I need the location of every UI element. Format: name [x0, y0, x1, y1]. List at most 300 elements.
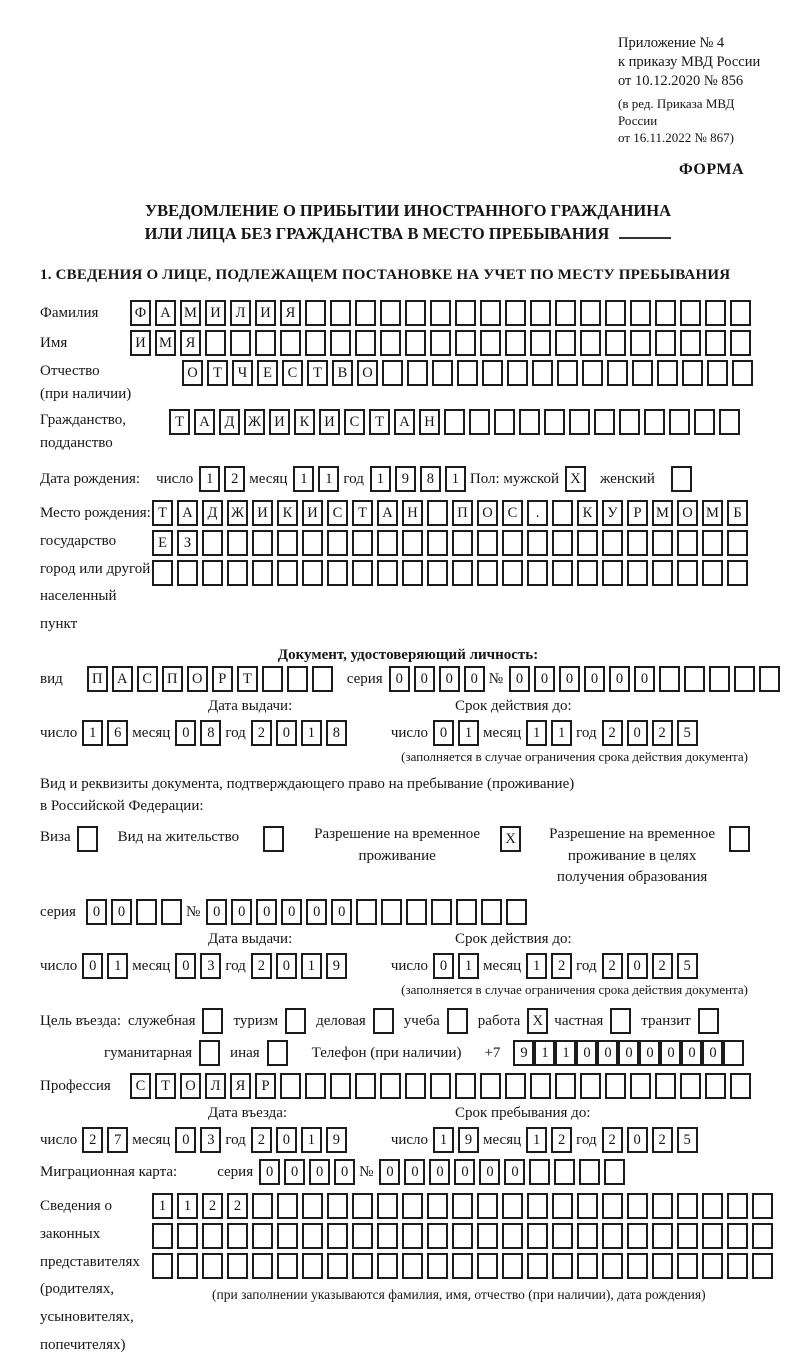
- char-cell[interactable]: 9: [513, 1040, 534, 1066]
- char-cell[interactable]: [377, 1253, 398, 1279]
- char-cell[interactable]: X: [500, 826, 521, 852]
- char-cell[interactable]: П: [162, 666, 183, 692]
- char-cell[interactable]: 2: [251, 1127, 272, 1153]
- char-cell[interactable]: [655, 330, 676, 356]
- char-cell[interactable]: [680, 300, 701, 326]
- char-cell[interactable]: [177, 560, 198, 586]
- char-cell[interactable]: 8: [200, 720, 221, 746]
- char-cell[interactable]: 0: [429, 1159, 450, 1185]
- char-cell[interactable]: [610, 1008, 631, 1034]
- char-cell[interactable]: [477, 530, 498, 556]
- char-cell[interactable]: [202, 1223, 223, 1249]
- char-cell[interactable]: [456, 899, 477, 925]
- char-cell[interactable]: [734, 666, 755, 692]
- char-cell[interactable]: [502, 1253, 523, 1279]
- char-cell[interactable]: [355, 1073, 376, 1099]
- char-cell[interactable]: С: [344, 409, 365, 435]
- char-cell[interactable]: 0: [509, 666, 530, 692]
- char-cell[interactable]: [255, 330, 276, 356]
- char-cell[interactable]: [719, 409, 740, 435]
- char-cell[interactable]: [177, 1223, 198, 1249]
- char-cell[interactable]: [632, 360, 653, 386]
- char-cell[interactable]: [652, 560, 673, 586]
- char-cell[interactable]: [671, 466, 692, 492]
- char-cell[interactable]: П: [87, 666, 108, 692]
- char-cell[interactable]: [352, 1193, 373, 1219]
- char-cell[interactable]: [277, 1253, 298, 1279]
- char-cell[interactable]: [705, 1073, 726, 1099]
- char-cell[interactable]: [630, 330, 651, 356]
- char-cell[interactable]: Ж: [244, 409, 265, 435]
- char-cell[interactable]: Ч: [232, 360, 253, 386]
- char-cell[interactable]: [657, 360, 678, 386]
- char-cell[interactable]: З: [177, 530, 198, 556]
- char-cell[interactable]: [152, 560, 173, 586]
- char-cell[interactable]: [505, 330, 526, 356]
- char-cell[interactable]: 0: [464, 666, 485, 692]
- char-cell[interactable]: [702, 530, 723, 556]
- char-cell[interactable]: [280, 330, 301, 356]
- char-cell[interactable]: 1: [534, 1040, 555, 1066]
- char-cell[interactable]: 9: [395, 466, 416, 492]
- char-cell[interactable]: [594, 409, 615, 435]
- char-cell[interactable]: 0: [331, 899, 352, 925]
- char-cell[interactable]: [627, 1193, 648, 1219]
- char-cell[interactable]: [262, 666, 283, 692]
- char-cell[interactable]: [677, 1253, 698, 1279]
- char-cell[interactable]: [327, 1193, 348, 1219]
- char-cell[interactable]: Н: [402, 500, 423, 526]
- char-cell[interactable]: [252, 1223, 273, 1249]
- char-cell[interactable]: [627, 1253, 648, 1279]
- char-cell[interactable]: К: [294, 409, 315, 435]
- char-cell[interactable]: [505, 300, 526, 326]
- char-cell[interactable]: [430, 300, 451, 326]
- char-cell[interactable]: 1: [445, 466, 466, 492]
- char-cell[interactable]: [136, 899, 157, 925]
- char-cell[interactable]: [457, 360, 478, 386]
- char-cell[interactable]: 0: [414, 666, 435, 692]
- char-cell[interactable]: Т: [369, 409, 390, 435]
- char-cell[interactable]: [527, 1193, 548, 1219]
- char-cell[interactable]: [263, 826, 284, 852]
- char-cell[interactable]: [682, 360, 703, 386]
- char-cell[interactable]: [447, 1008, 468, 1034]
- char-cell[interactable]: [469, 409, 490, 435]
- char-cell[interactable]: [580, 330, 601, 356]
- char-cell[interactable]: [381, 899, 402, 925]
- char-cell[interactable]: 2: [652, 953, 673, 979]
- char-cell[interactable]: 0: [439, 666, 460, 692]
- char-cell[interactable]: [452, 1253, 473, 1279]
- char-cell[interactable]: [552, 1193, 573, 1219]
- char-cell[interactable]: [506, 899, 527, 925]
- char-cell[interactable]: 5: [677, 1127, 698, 1153]
- char-cell[interactable]: Р: [255, 1073, 276, 1099]
- char-cell[interactable]: [405, 330, 426, 356]
- char-cell[interactable]: [580, 1073, 601, 1099]
- char-cell[interactable]: 1: [301, 953, 322, 979]
- char-cell[interactable]: 0: [281, 899, 302, 925]
- char-cell[interactable]: [554, 1159, 575, 1185]
- char-cell[interactable]: 0: [504, 1159, 525, 1185]
- char-cell[interactable]: [205, 330, 226, 356]
- char-cell[interactable]: 3: [200, 1127, 221, 1153]
- char-cell[interactable]: [677, 560, 698, 586]
- char-cell[interactable]: [280, 1073, 301, 1099]
- char-cell[interactable]: А: [377, 500, 398, 526]
- char-cell[interactable]: .: [527, 500, 548, 526]
- char-cell[interactable]: [552, 500, 573, 526]
- char-cell[interactable]: 0: [111, 899, 132, 925]
- char-cell[interactable]: Т: [237, 666, 258, 692]
- char-cell[interactable]: П: [452, 500, 473, 526]
- char-cell[interactable]: [729, 826, 750, 852]
- char-cell[interactable]: X: [565, 466, 586, 492]
- char-cell[interactable]: 2: [251, 720, 272, 746]
- char-cell[interactable]: [452, 1223, 473, 1249]
- char-cell[interactable]: [582, 360, 603, 386]
- char-cell[interactable]: [552, 1223, 573, 1249]
- char-cell[interactable]: 0: [681, 1040, 702, 1066]
- char-cell[interactable]: [380, 1073, 401, 1099]
- char-cell[interactable]: [355, 330, 376, 356]
- char-cell[interactable]: [152, 1253, 173, 1279]
- char-cell[interactable]: [527, 1223, 548, 1249]
- char-cell[interactable]: [652, 1253, 673, 1279]
- char-cell[interactable]: [527, 560, 548, 586]
- char-cell[interactable]: [502, 1223, 523, 1249]
- char-cell[interactable]: М: [652, 500, 673, 526]
- char-cell[interactable]: [202, 530, 223, 556]
- char-cell[interactable]: [355, 300, 376, 326]
- char-cell[interactable]: О: [477, 500, 498, 526]
- char-cell[interactable]: [227, 1253, 248, 1279]
- char-cell[interactable]: [555, 1073, 576, 1099]
- char-cell[interactable]: [532, 360, 553, 386]
- char-cell[interactable]: [356, 899, 377, 925]
- char-cell[interactable]: [327, 560, 348, 586]
- char-cell[interactable]: [405, 1073, 426, 1099]
- char-cell[interactable]: [627, 560, 648, 586]
- char-cell[interactable]: 1: [555, 1040, 576, 1066]
- char-cell[interactable]: 0: [309, 1159, 330, 1185]
- char-cell[interactable]: [427, 500, 448, 526]
- char-cell[interactable]: [377, 1223, 398, 1249]
- char-cell[interactable]: [277, 1223, 298, 1249]
- char-cell[interactable]: [732, 360, 753, 386]
- char-cell[interactable]: [627, 530, 648, 556]
- char-cell[interactable]: М: [155, 330, 176, 356]
- char-cell[interactable]: [202, 1253, 223, 1279]
- char-cell[interactable]: [677, 530, 698, 556]
- char-cell[interactable]: 0: [433, 953, 454, 979]
- char-cell[interactable]: 1: [199, 466, 220, 492]
- char-cell[interactable]: [230, 330, 251, 356]
- char-cell[interactable]: [577, 1223, 598, 1249]
- char-cell[interactable]: 0: [404, 1159, 425, 1185]
- char-cell[interactable]: К: [577, 500, 598, 526]
- char-cell[interactable]: [723, 1040, 744, 1066]
- char-cell[interactable]: 0: [609, 666, 630, 692]
- char-cell[interactable]: 2: [602, 1127, 623, 1153]
- char-cell[interactable]: Л: [230, 300, 251, 326]
- char-cell[interactable]: [330, 1073, 351, 1099]
- char-cell[interactable]: [555, 300, 576, 326]
- char-cell[interactable]: 1: [526, 953, 547, 979]
- char-cell[interactable]: О: [187, 666, 208, 692]
- char-cell[interactable]: [530, 330, 551, 356]
- char-cell[interactable]: [455, 330, 476, 356]
- char-cell[interactable]: 0: [284, 1159, 305, 1185]
- char-cell[interactable]: [402, 560, 423, 586]
- char-cell[interactable]: [530, 300, 551, 326]
- char-cell[interactable]: 1: [82, 720, 103, 746]
- char-cell[interactable]: 2: [652, 720, 673, 746]
- char-cell[interactable]: 0: [433, 720, 454, 746]
- char-cell[interactable]: [677, 1223, 698, 1249]
- char-cell[interactable]: [227, 530, 248, 556]
- char-cell[interactable]: [684, 666, 705, 692]
- char-cell[interactable]: 5: [677, 953, 698, 979]
- char-cell[interactable]: [199, 1040, 220, 1066]
- char-cell[interactable]: [305, 1073, 326, 1099]
- char-cell[interactable]: [227, 560, 248, 586]
- char-cell[interactable]: 0: [306, 899, 327, 925]
- char-cell[interactable]: [552, 1253, 573, 1279]
- char-cell[interactable]: [730, 1073, 751, 1099]
- char-cell[interactable]: [312, 666, 333, 692]
- char-cell[interactable]: [702, 1223, 723, 1249]
- char-cell[interactable]: Т: [169, 409, 190, 435]
- char-cell[interactable]: 0: [276, 1127, 297, 1153]
- char-cell[interactable]: [702, 560, 723, 586]
- char-cell[interactable]: [377, 1193, 398, 1219]
- char-cell[interactable]: 1: [551, 720, 572, 746]
- char-cell[interactable]: 1: [458, 720, 479, 746]
- char-cell[interactable]: [302, 1193, 323, 1219]
- char-cell[interactable]: 0: [334, 1159, 355, 1185]
- char-cell[interactable]: [377, 560, 398, 586]
- char-cell[interactable]: [529, 1159, 550, 1185]
- char-cell[interactable]: 1: [458, 953, 479, 979]
- char-cell[interactable]: [305, 330, 326, 356]
- char-cell[interactable]: [430, 1073, 451, 1099]
- char-cell[interactable]: [227, 1223, 248, 1249]
- char-cell[interactable]: Д: [219, 409, 240, 435]
- char-cell[interactable]: И: [302, 500, 323, 526]
- char-cell[interactable]: 2: [602, 953, 623, 979]
- char-cell[interactable]: 0: [627, 953, 648, 979]
- char-cell[interactable]: Т: [207, 360, 228, 386]
- char-cell[interactable]: [655, 1073, 676, 1099]
- char-cell[interactable]: [505, 1073, 526, 1099]
- char-cell[interactable]: 2: [551, 953, 572, 979]
- char-cell[interactable]: [402, 1253, 423, 1279]
- char-cell[interactable]: Д: [202, 500, 223, 526]
- char-cell[interactable]: [327, 1223, 348, 1249]
- char-cell[interactable]: [373, 1008, 394, 1034]
- char-cell[interactable]: [752, 1193, 773, 1219]
- char-cell[interactable]: [427, 530, 448, 556]
- char-cell[interactable]: 1: [152, 1193, 173, 1219]
- char-cell[interactable]: Т: [352, 500, 373, 526]
- char-cell[interactable]: 1: [318, 466, 339, 492]
- char-cell[interactable]: [752, 1223, 773, 1249]
- char-cell[interactable]: 0: [639, 1040, 660, 1066]
- char-cell[interactable]: О: [180, 1073, 201, 1099]
- char-cell[interactable]: [452, 530, 473, 556]
- char-cell[interactable]: [577, 530, 598, 556]
- char-cell[interactable]: [507, 360, 528, 386]
- char-cell[interactable]: [480, 1073, 501, 1099]
- char-cell[interactable]: [630, 1073, 651, 1099]
- char-cell[interactable]: [427, 560, 448, 586]
- char-cell[interactable]: [327, 530, 348, 556]
- char-cell[interactable]: [602, 530, 623, 556]
- char-cell[interactable]: 0: [256, 899, 277, 925]
- char-cell[interactable]: 9: [458, 1127, 479, 1153]
- char-cell[interactable]: [430, 330, 451, 356]
- char-cell[interactable]: 5: [677, 720, 698, 746]
- char-cell[interactable]: Я: [280, 300, 301, 326]
- char-cell[interactable]: [698, 1008, 719, 1034]
- char-cell[interactable]: [652, 530, 673, 556]
- char-cell[interactable]: [707, 360, 728, 386]
- char-cell[interactable]: [694, 409, 715, 435]
- char-cell[interactable]: 0: [389, 666, 410, 692]
- char-cell[interactable]: [605, 1073, 626, 1099]
- char-cell[interactable]: [477, 1253, 498, 1279]
- char-cell[interactable]: [655, 300, 676, 326]
- char-cell[interactable]: [285, 1008, 306, 1034]
- char-cell[interactable]: [287, 666, 308, 692]
- char-cell[interactable]: [482, 360, 503, 386]
- char-cell[interactable]: [709, 666, 730, 692]
- char-cell[interactable]: С: [130, 1073, 151, 1099]
- char-cell[interactable]: [680, 330, 701, 356]
- char-cell[interactable]: [604, 1159, 625, 1185]
- char-cell[interactable]: [277, 1193, 298, 1219]
- char-cell[interactable]: И: [255, 300, 276, 326]
- char-cell[interactable]: [502, 530, 523, 556]
- char-cell[interactable]: 0: [618, 1040, 639, 1066]
- char-cell[interactable]: И: [269, 409, 290, 435]
- char-cell[interactable]: [552, 560, 573, 586]
- char-cell[interactable]: [330, 330, 351, 356]
- char-cell[interactable]: В: [332, 360, 353, 386]
- char-cell[interactable]: 0: [559, 666, 580, 692]
- char-cell[interactable]: [452, 1193, 473, 1219]
- char-cell[interactable]: Ж: [227, 500, 248, 526]
- char-cell[interactable]: Р: [627, 500, 648, 526]
- char-cell[interactable]: 0: [175, 953, 196, 979]
- char-cell[interactable]: [481, 899, 502, 925]
- char-cell[interactable]: [431, 899, 452, 925]
- char-cell[interactable]: А: [155, 300, 176, 326]
- char-cell[interactable]: 1: [293, 466, 314, 492]
- char-cell[interactable]: [327, 1253, 348, 1279]
- char-cell[interactable]: А: [112, 666, 133, 692]
- char-cell[interactable]: [579, 1159, 600, 1185]
- char-cell[interactable]: 0: [660, 1040, 681, 1066]
- char-cell[interactable]: 0: [627, 1127, 648, 1153]
- char-cell[interactable]: [659, 666, 680, 692]
- char-cell[interactable]: [602, 1193, 623, 1219]
- char-cell[interactable]: 0: [231, 899, 252, 925]
- char-cell[interactable]: [577, 560, 598, 586]
- char-cell[interactable]: [519, 409, 540, 435]
- char-cell[interactable]: А: [394, 409, 415, 435]
- char-cell[interactable]: [727, 530, 748, 556]
- char-cell[interactable]: [444, 409, 465, 435]
- char-cell[interactable]: [702, 1253, 723, 1279]
- char-cell[interactable]: [727, 560, 748, 586]
- char-cell[interactable]: 0: [576, 1040, 597, 1066]
- char-cell[interactable]: [477, 560, 498, 586]
- char-cell[interactable]: 1: [301, 720, 322, 746]
- char-cell[interactable]: [267, 1040, 288, 1066]
- char-cell[interactable]: [652, 1223, 673, 1249]
- char-cell[interactable]: [727, 1223, 748, 1249]
- char-cell[interactable]: [352, 1223, 373, 1249]
- char-cell[interactable]: Н: [419, 409, 440, 435]
- char-cell[interactable]: 0: [479, 1159, 500, 1185]
- char-cell[interactable]: 1: [526, 1127, 547, 1153]
- char-cell[interactable]: [630, 300, 651, 326]
- char-cell[interactable]: 6: [107, 720, 128, 746]
- char-cell[interactable]: 2: [227, 1193, 248, 1219]
- char-cell[interactable]: [702, 1193, 723, 1219]
- char-cell[interactable]: 9: [326, 1127, 347, 1153]
- char-cell[interactable]: [577, 1193, 598, 1219]
- char-cell[interactable]: 1: [433, 1127, 454, 1153]
- char-cell[interactable]: [727, 1193, 748, 1219]
- char-cell[interactable]: [727, 1253, 748, 1279]
- char-cell[interactable]: [580, 300, 601, 326]
- char-cell[interactable]: [602, 1253, 623, 1279]
- char-cell[interactable]: 0: [276, 720, 297, 746]
- char-cell[interactable]: 1: [370, 466, 391, 492]
- char-cell[interactable]: 0: [175, 1127, 196, 1153]
- char-cell[interactable]: А: [194, 409, 215, 435]
- char-cell[interactable]: 9: [326, 953, 347, 979]
- char-cell[interactable]: [330, 300, 351, 326]
- char-cell[interactable]: [380, 300, 401, 326]
- char-cell[interactable]: С: [327, 500, 348, 526]
- char-cell[interactable]: 3: [200, 953, 221, 979]
- blank-line[interactable]: [619, 224, 671, 239]
- char-cell[interactable]: 2: [202, 1193, 223, 1219]
- char-cell[interactable]: [161, 899, 182, 925]
- char-cell[interactable]: 0: [82, 953, 103, 979]
- char-cell[interactable]: 0: [276, 953, 297, 979]
- char-cell[interactable]: [452, 560, 473, 586]
- char-cell[interactable]: И: [252, 500, 273, 526]
- char-cell[interactable]: [302, 530, 323, 556]
- char-cell[interactable]: [427, 1253, 448, 1279]
- char-cell[interactable]: 0: [454, 1159, 475, 1185]
- char-cell[interactable]: [669, 409, 690, 435]
- char-cell[interactable]: [502, 1193, 523, 1219]
- char-cell[interactable]: [252, 1253, 273, 1279]
- char-cell[interactable]: [380, 330, 401, 356]
- char-cell[interactable]: [602, 560, 623, 586]
- char-cell[interactable]: 8: [420, 466, 441, 492]
- char-cell[interactable]: С: [137, 666, 158, 692]
- char-cell[interactable]: [432, 360, 453, 386]
- char-cell[interactable]: [552, 530, 573, 556]
